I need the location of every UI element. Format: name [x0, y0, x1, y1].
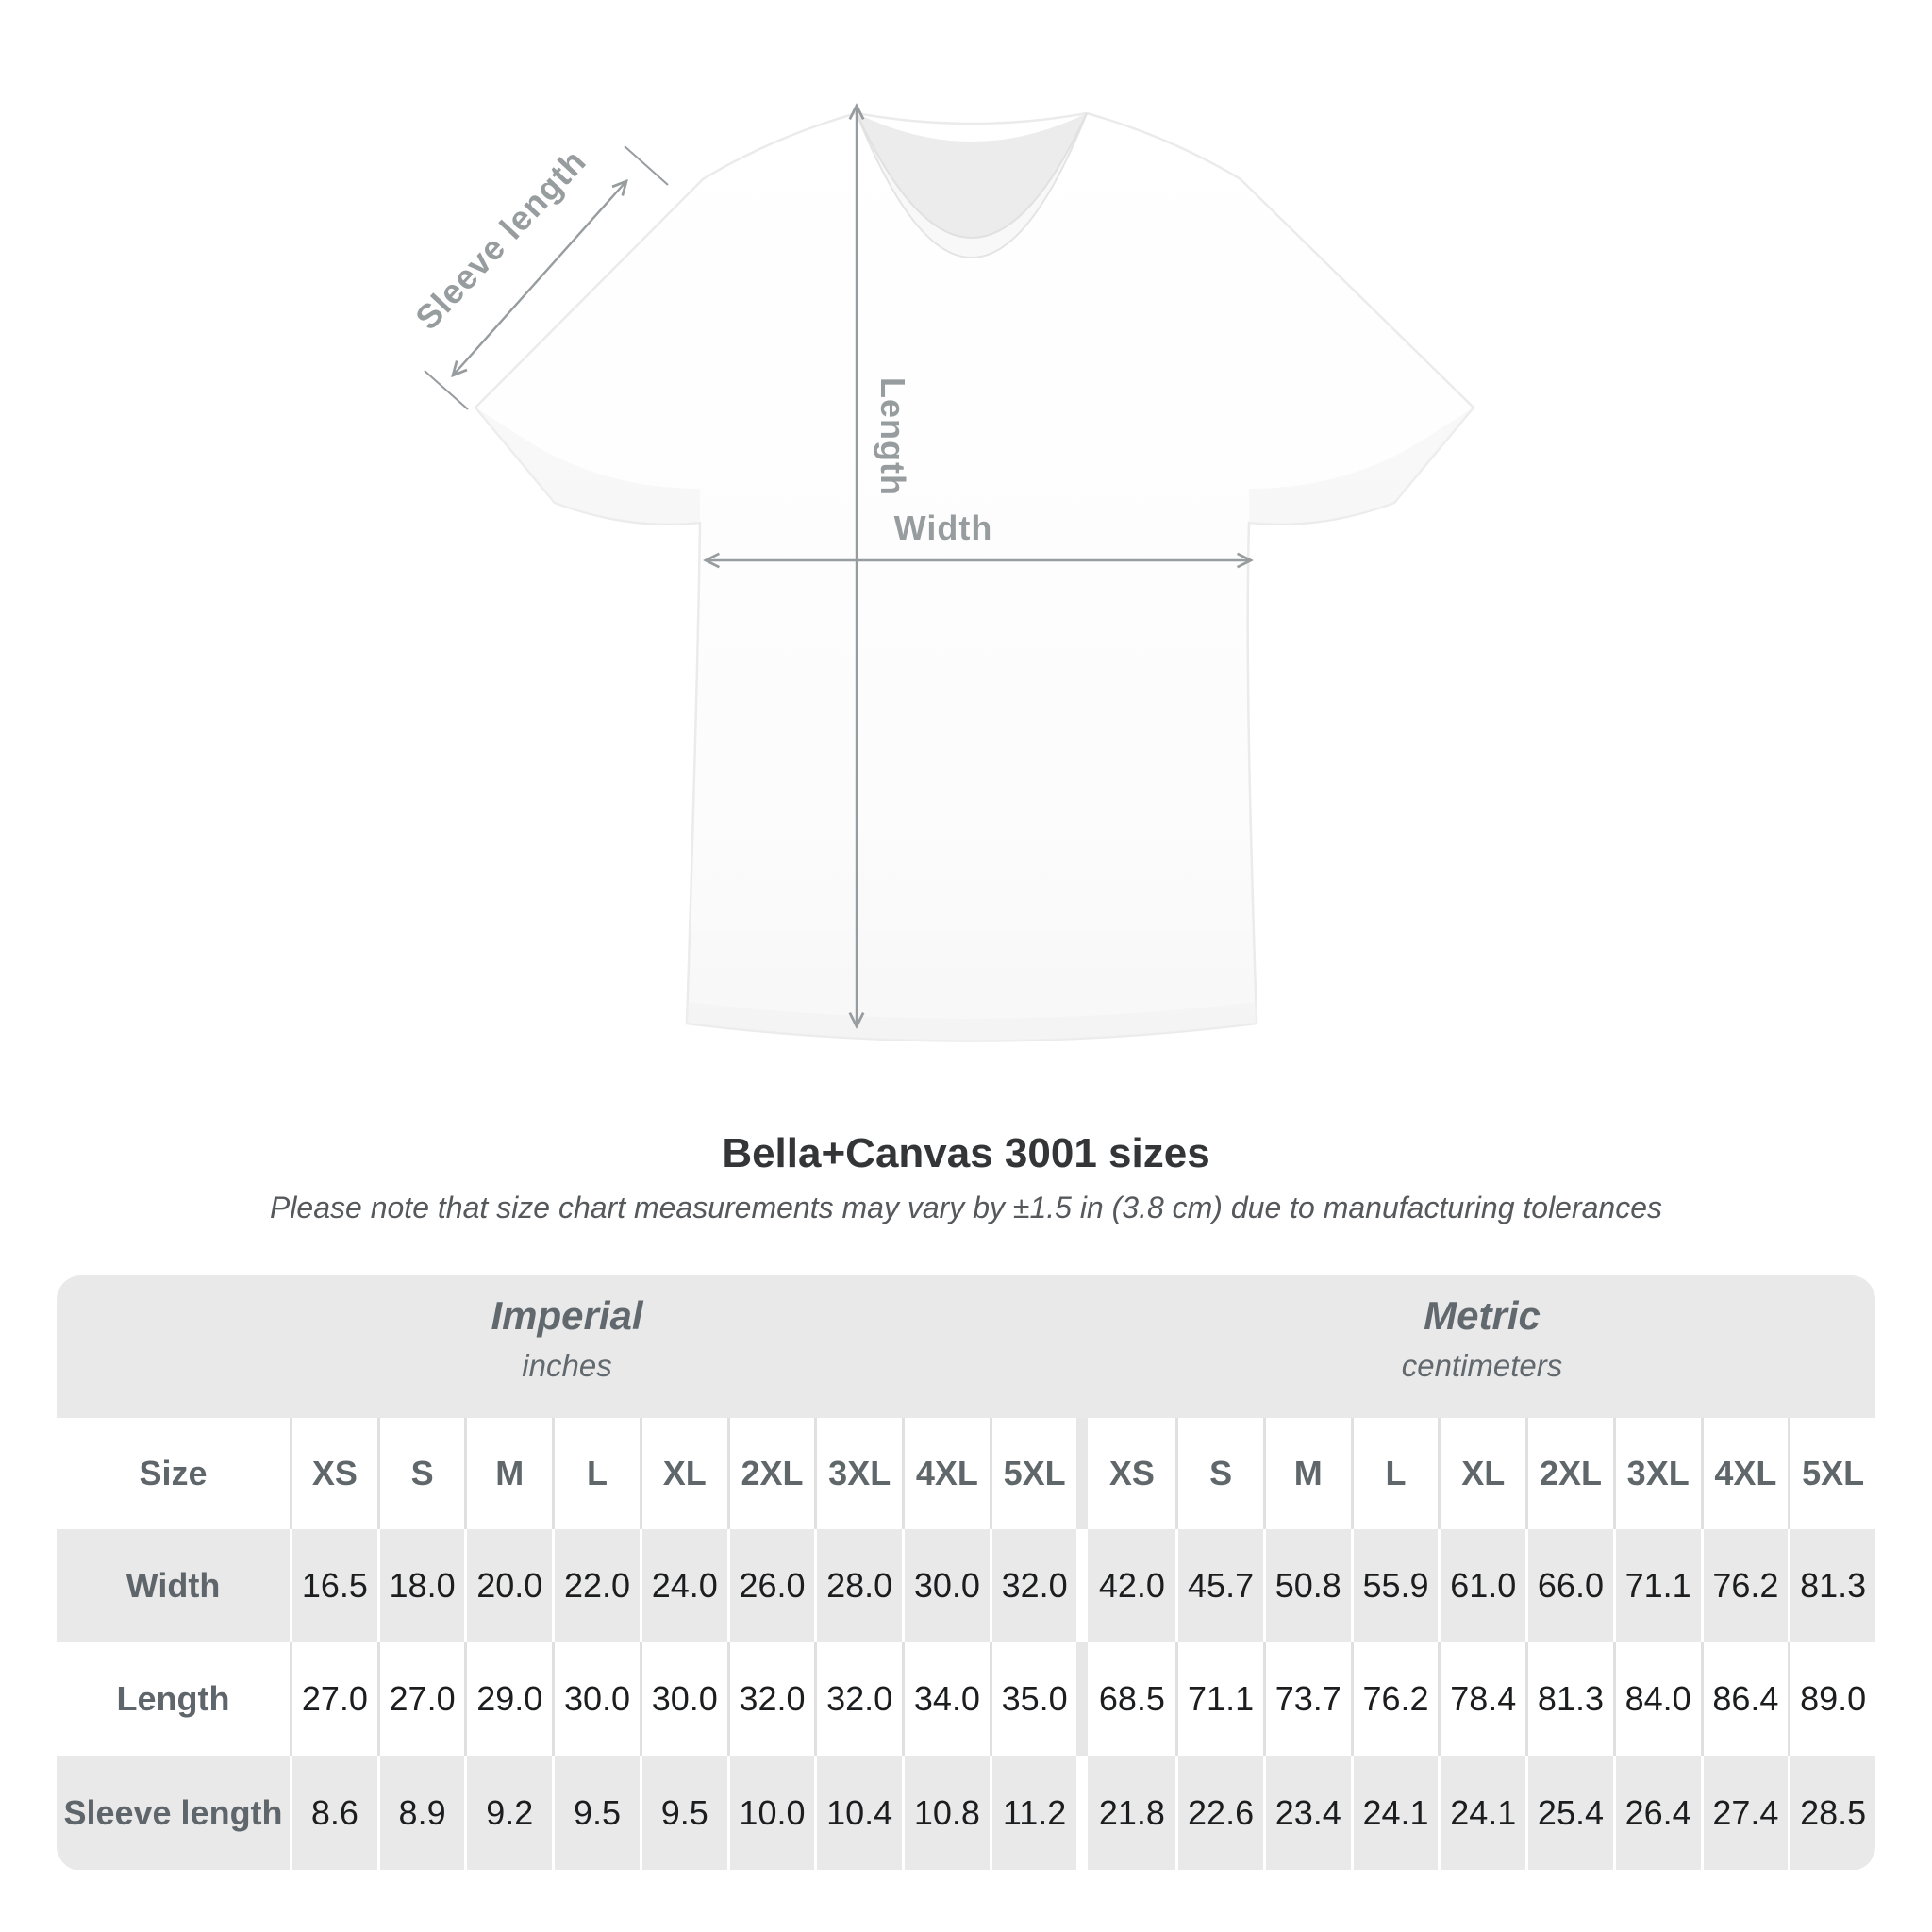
width-label: Width	[893, 508, 993, 547]
metric-cell: 71.1	[1613, 1529, 1701, 1642]
imperial-cell: 8.9	[377, 1756, 465, 1870]
metric-cell: L	[1351, 1418, 1439, 1529]
imperial-cell: 8.6	[290, 1756, 377, 1870]
imperial-cell: 10.0	[727, 1756, 815, 1870]
imperial-cell: 18.0	[377, 1529, 465, 1642]
row-label-sleeve-length: Sleeve length	[63, 1792, 283, 1832]
metric-cell: 22.6	[1175, 1756, 1263, 1870]
table-row-sleeve-length	[57, 1756, 1875, 1870]
metric-cell: 68.5	[1098, 1679, 1165, 1718]
imperial-cell: L	[552, 1418, 640, 1529]
length-label: Length	[874, 377, 912, 496]
metric-cell: 81.3	[1525, 1642, 1613, 1756]
metric-cell: XS	[1108, 1454, 1155, 1492]
imperial-cell: 27.0	[290, 1642, 377, 1756]
imperial-cell: 32.0	[814, 1642, 902, 1756]
metric-cell: 42.0	[1098, 1566, 1165, 1605]
metric-cell: 89.0	[1788, 1642, 1875, 1756]
imperial-cell: 9.2	[464, 1756, 552, 1870]
imperial-title: Imperial	[491, 1293, 643, 1338]
size-table	[57, 1275, 1875, 1871]
metric-cell: 76.2	[1701, 1529, 1789, 1642]
imperial-cell: XS	[290, 1418, 377, 1529]
imperial-cell: 24.0	[640, 1529, 727, 1642]
metric-cell: 25.4	[1525, 1756, 1613, 1870]
imperial-cell: 32.0	[727, 1642, 815, 1756]
row-label-size: Size	[139, 1454, 208, 1492]
tshirt-shape	[475, 113, 1474, 1041]
metric-cell: 21.8	[1098, 1792, 1165, 1832]
metric-unit: centimeters	[1401, 1348, 1563, 1383]
imperial-cell: 27.0	[377, 1642, 465, 1756]
imperial-cell: 28.0	[814, 1529, 902, 1642]
imperial-cell: 9.5	[552, 1756, 640, 1870]
imperial-cell: 30.0	[552, 1642, 640, 1756]
metric-title: Metric	[1424, 1293, 1541, 1338]
imperial-header	[57, 1292, 1077, 1387]
imperial-cell: 11.2	[990, 1756, 1077, 1870]
metric-cell: 86.4	[1701, 1642, 1789, 1756]
page-title: Bella+Canvas 3001 sizes	[722, 1130, 1210, 1176]
metric-cell: 45.7	[1175, 1529, 1263, 1642]
tolerance-note: Please note that size chart measurements may vary by ±1.5 in (3.8 cm) due to manufacturing tolerances	[269, 1191, 1663, 1224]
column-group-gap	[1076, 1642, 1088, 1756]
imperial-cell: 26.0	[727, 1529, 815, 1642]
imperial-cell: M	[464, 1418, 552, 1529]
imperial-cell: 32.0	[990, 1529, 1077, 1642]
metric-cell: S	[1175, 1418, 1263, 1529]
metric-cell: 73.7	[1263, 1642, 1351, 1756]
imperial-cell: 34.0	[902, 1642, 990, 1756]
metric-cell: 28.5	[1788, 1756, 1875, 1870]
column-group-gap	[1076, 1418, 1088, 1529]
metric-cell: 24.1	[1351, 1756, 1439, 1870]
imperial-cell: 2XL	[727, 1418, 815, 1529]
metric-cell: M	[1263, 1418, 1351, 1529]
metric-cell: 84.0	[1613, 1642, 1701, 1756]
metric-cell: 61.0	[1438, 1529, 1525, 1642]
sleeve-length-label: Sleeve length	[408, 142, 594, 338]
column-group-gap	[1076, 1756, 1088, 1870]
row-label-length: Length	[116, 1679, 230, 1718]
metric-cell: 55.9	[1351, 1529, 1439, 1642]
metric-cell: 26.4	[1613, 1756, 1701, 1870]
metric-cell: 66.0	[1525, 1529, 1613, 1642]
metric-cell: 81.3	[1788, 1529, 1875, 1642]
imperial-cell: 10.8	[902, 1756, 990, 1870]
imperial-cell: 20.0	[464, 1529, 552, 1642]
size-grid	[57, 1418, 1875, 1870]
row-label-width: Width	[125, 1566, 221, 1605]
imperial-cell: 30.0	[640, 1642, 727, 1756]
imperial-cell: 10.4	[814, 1756, 902, 1870]
imperial-cell: XL	[640, 1418, 727, 1529]
imperial-unit: inches	[522, 1348, 612, 1383]
metric-cell: 3XL	[1613, 1418, 1701, 1529]
imperial-cell: 29.0	[464, 1642, 552, 1756]
metric-cell: 76.2	[1351, 1642, 1439, 1756]
imperial-cell: 16.5	[290, 1529, 377, 1642]
imperial-cell: 30.0	[902, 1529, 990, 1642]
metric-cell: 2XL	[1525, 1418, 1613, 1529]
metric-cell: 71.1	[1175, 1642, 1263, 1756]
metric-cell: 4XL	[1701, 1418, 1789, 1529]
imperial-cell: S	[377, 1418, 465, 1529]
metric-cell: 27.4	[1701, 1756, 1789, 1870]
metric-header	[1089, 1292, 1875, 1387]
table-row-width	[57, 1529, 1875, 1642]
imperial-cell: 35.0	[990, 1642, 1077, 1756]
size-header-row	[57, 1418, 1875, 1529]
imperial-cell: 3XL	[814, 1418, 902, 1529]
metric-cell: 50.8	[1263, 1529, 1351, 1642]
table-row-length	[57, 1642, 1875, 1756]
metric-cell: 5XL	[1788, 1418, 1875, 1529]
column-group-gap	[1076, 1529, 1088, 1642]
metric-cell: 24.1	[1438, 1756, 1525, 1870]
metric-cell: XL	[1438, 1418, 1525, 1529]
metric-cell: 23.4	[1263, 1756, 1351, 1870]
imperial-cell: 4XL	[902, 1418, 990, 1529]
imperial-cell: 22.0	[552, 1529, 640, 1642]
table-header-band	[57, 1275, 1875, 1418]
imperial-cell: 9.5	[640, 1756, 727, 1870]
metric-cell: 78.4	[1438, 1642, 1525, 1756]
imperial-cell: 5XL	[990, 1418, 1077, 1529]
